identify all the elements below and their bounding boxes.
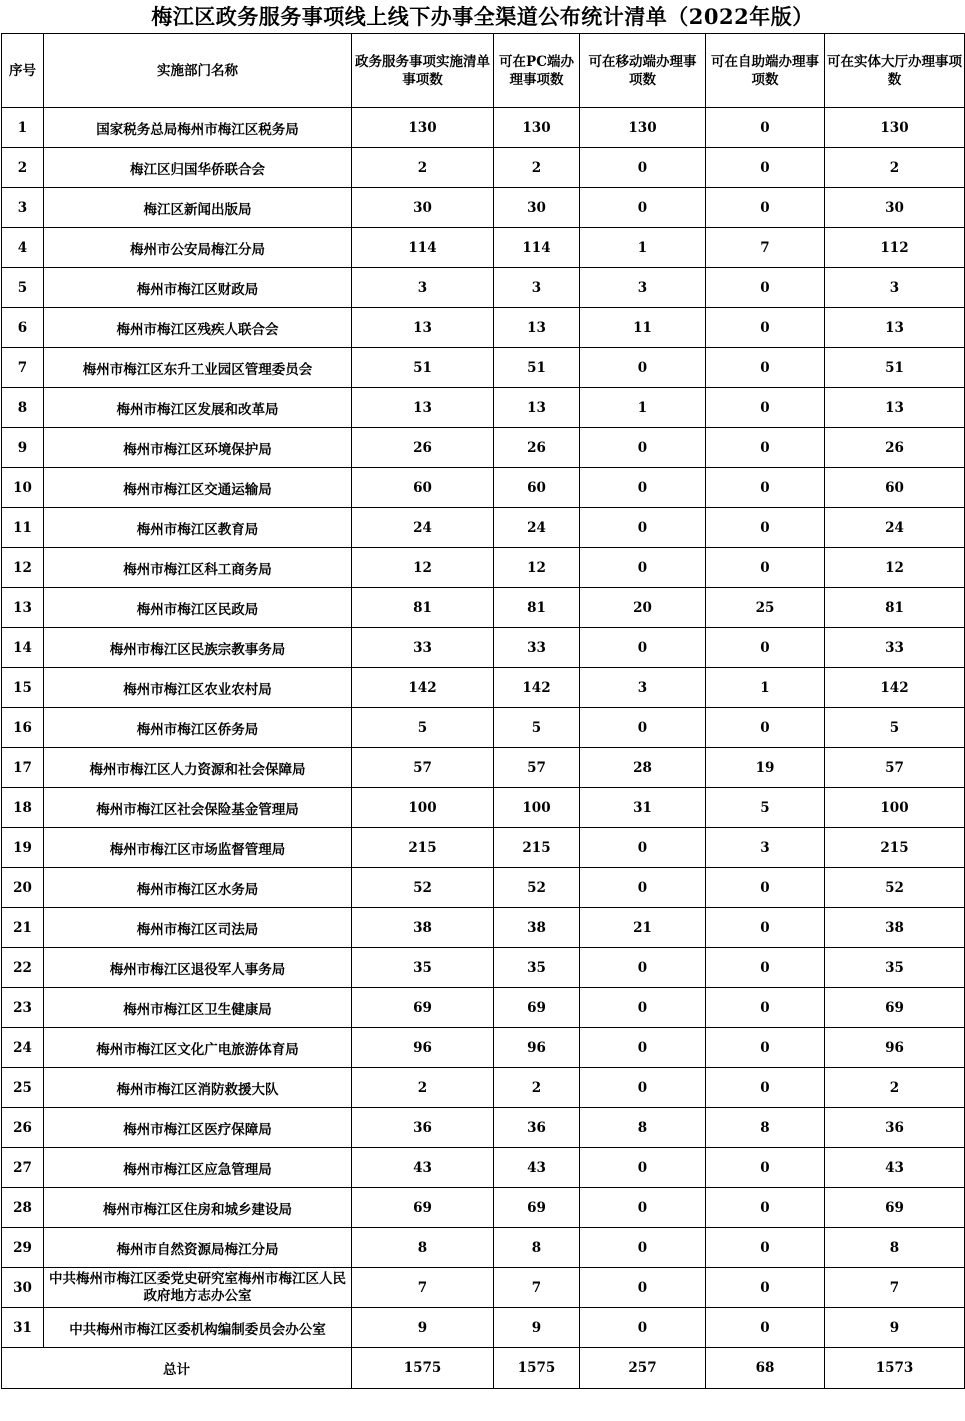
row-no: 3 [2,188,44,228]
row-mobile: 1 [580,388,706,428]
row-hall: 9 [825,1308,965,1348]
total-label: 总计 [2,1348,352,1389]
row-dept: 梅州市梅江区残疾人联合会 [44,308,352,348]
row-mobile: 1 [580,228,706,268]
row-total: 30 [352,188,494,228]
row-mobile: 0 [580,868,706,908]
row-hall: 7 [825,1268,965,1308]
row-pc: 24 [494,508,580,548]
row-mobile: 0 [580,1028,706,1068]
row-dept: 梅州市梅江区财政局 [44,268,352,308]
row-self: 0 [706,388,825,428]
row-pc: 69 [494,1188,580,1228]
row-hall: 81 [825,588,965,628]
table-row [2,1108,965,1148]
row-total: 12 [352,548,494,588]
row-hall: 33 [825,628,965,668]
row-self: 0 [706,148,825,188]
table-row [2,428,965,468]
row-pc: 13 [494,308,580,348]
row-mobile: 28 [580,748,706,788]
table-header [2,34,965,108]
row-self: 0 [706,1028,825,1068]
row-dept: 梅州市自然资源局梅江分局 [44,1228,352,1268]
row-dept: 梅州市梅江区退役军人事务局 [44,948,352,988]
row-hall: 51 [825,348,965,388]
row-pc: 60 [494,468,580,508]
table-row [2,1028,965,1068]
row-total: 114 [352,228,494,268]
table-row [2,308,965,348]
table-body [2,108,965,1348]
row-dept: 梅江区归国华侨联合会 [44,148,352,188]
row-pc: 13 [494,388,580,428]
row-hall: 35 [825,948,965,988]
row-no: 7 [2,348,44,388]
row-pc: 5 [494,708,580,748]
row-no: 8 [2,388,44,428]
row-mobile: 0 [580,1188,706,1228]
table-row [2,348,965,388]
row-dept: 中共梅州市梅江区委机构编制委员会办公室 [44,1308,352,1348]
row-mobile: 31 [580,788,706,828]
row-no: 23 [2,988,44,1028]
row-dept: 梅州市梅江区消防救援大队 [44,1068,352,1108]
row-dept: 梅州市梅江区科工商务局 [44,548,352,588]
row-pc: 81 [494,588,580,628]
row-self: 0 [706,108,825,148]
row-pc: 38 [494,908,580,948]
row-dept: 梅州市梅江区市场监督管理局 [44,828,352,868]
header-mobile: 可在移动端办理事项数 [580,34,706,108]
row-hall: 24 [825,508,965,548]
row-self: 0 [706,508,825,548]
row-pc: 36 [494,1108,580,1148]
row-pc: 114 [494,228,580,268]
row-pc: 69 [494,988,580,1028]
row-dept: 梅州市梅江区民政局 [44,588,352,628]
row-mobile: 3 [580,268,706,308]
row-total: 130 [352,108,494,148]
row-total: 8 [352,1228,494,1268]
row-self: 0 [706,948,825,988]
row-mobile: 0 [580,948,706,988]
row-no: 24 [2,1028,44,1068]
row-no: 31 [2,1308,44,1348]
row-mobile: 0 [580,708,706,748]
row-hall: 5 [825,708,965,748]
row-total: 13 [352,308,494,348]
total-cell-total: 1575 [352,1348,494,1389]
table-row [2,468,965,508]
row-dept: 梅州市梅江区教育局 [44,508,352,548]
row-no: 22 [2,948,44,988]
row-no: 21 [2,908,44,948]
row-dept: 梅州市公安局梅江分局 [44,228,352,268]
row-mobile: 20 [580,588,706,628]
row-no: 29 [2,1228,44,1268]
row-pc: 142 [494,668,580,708]
row-total: 13 [352,388,494,428]
row-pc: 2 [494,1068,580,1108]
row-mobile: 0 [580,548,706,588]
row-no: 6 [2,308,44,348]
total-cell-hall: 1573 [825,1348,965,1389]
table-row [2,708,965,748]
row-self: 0 [706,468,825,508]
row-self: 0 [706,1188,825,1228]
row-dept: 梅州市梅江区医疗保障局 [44,1108,352,1148]
row-total: 100 [352,788,494,828]
row-self: 0 [706,628,825,668]
row-mobile: 8 [580,1108,706,1148]
row-no: 12 [2,548,44,588]
row-hall: 60 [825,468,965,508]
table-row [2,228,965,268]
row-total: 5 [352,708,494,748]
row-mobile: 0 [580,1268,706,1308]
row-total: 142 [352,668,494,708]
row-self: 0 [706,988,825,1028]
row-mobile: 0 [580,628,706,668]
header-pc: 可在PC端办理事项数 [494,34,580,108]
row-mobile: 3 [580,668,706,708]
table-row [2,1068,965,1108]
row-pc: 33 [494,628,580,668]
row-no: 10 [2,468,44,508]
table-row [2,148,965,188]
row-mobile: 0 [580,468,706,508]
row-no: 20 [2,868,44,908]
row-dept: 梅州市梅江区交通运输局 [44,468,352,508]
row-mobile: 0 [580,188,706,228]
row-self: 0 [706,268,825,308]
row-self: 7 [706,228,825,268]
table-row [2,988,965,1028]
row-total: 38 [352,908,494,948]
row-self: 1 [706,668,825,708]
row-hall: 142 [825,668,965,708]
row-pc: 130 [494,108,580,148]
table-row [2,268,965,308]
row-mobile: 0 [580,1308,706,1348]
table-row [2,828,965,868]
row-hall: 69 [825,988,965,1028]
row-dept: 梅州市梅江区农业农村局 [44,668,352,708]
row-total: 52 [352,868,494,908]
row-self: 19 [706,748,825,788]
row-dept: 梅州市梅江区住房和城乡建设局 [44,1188,352,1228]
table-row [2,628,965,668]
row-no: 11 [2,508,44,548]
header-hall: 可在实体大厅办理事项数 [825,34,965,108]
row-self: 8 [706,1108,825,1148]
row-dept: 梅州市梅江区卫生健康局 [44,988,352,1028]
row-total: 43 [352,1148,494,1188]
row-pc: 9 [494,1308,580,1348]
row-total: 57 [352,748,494,788]
table-row [2,1308,965,1348]
row-pc: 215 [494,828,580,868]
row-hall: 130 [825,108,965,148]
row-self: 0 [706,1308,825,1348]
table-row [2,948,965,988]
row-pc: 51 [494,348,580,388]
row-pc: 7 [494,1268,580,1308]
row-pc: 100 [494,788,580,828]
statistics-table [1,33,965,1389]
row-hall: 52 [825,868,965,908]
row-total: 33 [352,628,494,668]
row-pc: 57 [494,748,580,788]
row-dept: 梅州市梅江区司法局 [44,908,352,948]
row-self: 0 [706,188,825,228]
header-dept: 实施部门名称 [44,34,352,108]
row-no: 17 [2,748,44,788]
header-self: 可在自助端办理事项数 [706,34,825,108]
row-pc: 30 [494,188,580,228]
table-row [2,788,965,828]
row-hall: 36 [825,1108,965,1148]
row-no: 28 [2,1188,44,1228]
row-mobile: 11 [580,308,706,348]
row-total: 2 [352,1068,494,1108]
row-self: 0 [706,548,825,588]
row-self: 0 [706,1148,825,1188]
row-mobile: 21 [580,908,706,948]
row-total: 26 [352,428,494,468]
table-row [2,1268,965,1308]
row-mobile: 130 [580,108,706,148]
row-hall: 2 [825,1068,965,1108]
row-mobile: 0 [580,428,706,468]
row-self: 0 [706,428,825,468]
table-row [2,1188,965,1228]
row-self: 25 [706,588,825,628]
table-row [2,108,965,148]
header-row [2,34,965,108]
row-pc: 43 [494,1148,580,1188]
row-hall: 112 [825,228,965,268]
table-row [2,388,965,428]
row-pc: 2 [494,148,580,188]
row-pc: 3 [494,268,580,308]
row-hall: 8 [825,1228,965,1268]
row-no: 2 [2,148,44,188]
table-row [2,1228,965,1268]
table-row [2,748,965,788]
row-pc: 12 [494,548,580,588]
row-total: 69 [352,988,494,1028]
row-hall: 38 [825,908,965,948]
row-no: 16 [2,708,44,748]
row-mobile: 0 [580,508,706,548]
row-dept: 梅州市梅江区社会保险基金管理局 [44,788,352,828]
row-pc: 35 [494,948,580,988]
row-mobile: 0 [580,1068,706,1108]
row-total: 36 [352,1108,494,1148]
row-total: 2 [352,148,494,188]
table-row [2,908,965,948]
row-dept: 梅州市梅江区应急管理局 [44,1148,352,1188]
row-hall: 26 [825,428,965,468]
row-mobile: 0 [580,148,706,188]
row-no: 27 [2,1148,44,1188]
row-pc: 26 [494,428,580,468]
row-no: 14 [2,628,44,668]
total-cell-self: 68 [706,1348,825,1389]
row-total: 96 [352,1028,494,1068]
row-dept: 中共梅州市梅江区委党史研究室梅州市梅江区人民政府地方志办公室 [44,1268,352,1308]
row-total: 9 [352,1308,494,1348]
row-self: 0 [706,1268,825,1308]
row-mobile: 0 [580,828,706,868]
row-total: 51 [352,348,494,388]
row-total: 3 [352,268,494,308]
row-dept: 梅州市梅江区人力资源和社会保障局 [44,748,352,788]
header-no: 序号 [2,34,44,108]
row-pc: 52 [494,868,580,908]
row-total: 69 [352,1188,494,1228]
table-row [2,668,965,708]
row-dept: 梅州市梅江区水务局 [44,868,352,908]
row-no: 30 [2,1268,44,1308]
row-self: 0 [706,868,825,908]
row-hall: 30 [825,188,965,228]
row-mobile: 0 [580,1148,706,1188]
row-hall: 57 [825,748,965,788]
row-no: 25 [2,1068,44,1108]
row-mobile: 0 [580,988,706,1028]
row-hall: 13 [825,308,965,348]
row-self: 0 [706,1228,825,1268]
row-total: 215 [352,828,494,868]
row-no: 26 [2,1108,44,1148]
row-total: 60 [352,468,494,508]
row-pc: 96 [494,1028,580,1068]
row-dept: 梅州市梅江区文化广电旅游体育局 [44,1028,352,1068]
row-dept: 梅州市梅江区民族宗教事务局 [44,628,352,668]
row-self: 3 [706,828,825,868]
row-pc: 8 [494,1228,580,1268]
row-no: 5 [2,268,44,308]
row-total: 35 [352,948,494,988]
total-cell-mobile: 257 [580,1348,706,1389]
row-no: 15 [2,668,44,708]
row-dept: 国家税务总局梅州市梅江区税务局 [44,108,352,148]
row-hall: 215 [825,828,965,868]
row-self: 0 [706,708,825,748]
total-cell-pc: 1575 [494,1348,580,1389]
row-self: 0 [706,908,825,948]
row-mobile: 0 [580,1228,706,1268]
table-row [2,588,965,628]
row-hall: 12 [825,548,965,588]
row-total: 7 [352,1268,494,1308]
row-no: 4 [2,228,44,268]
table-footer [2,1348,965,1389]
row-hall: 13 [825,388,965,428]
row-no: 13 [2,588,44,628]
row-total: 81 [352,588,494,628]
table-row [2,1148,965,1188]
row-no: 9 [2,428,44,468]
row-hall: 43 [825,1148,965,1188]
table-row [2,868,965,908]
page-title: 梅江区政务服务事项线上线下办事全渠道公布统计清单（2022年版） [151,4,814,29]
row-no: 18 [2,788,44,828]
row-self: 0 [706,308,825,348]
row-dept: 梅江区新闻出版局 [44,188,352,228]
header-total: 政务服务事项实施清单事项数 [352,34,494,108]
table-row [2,188,965,228]
table-row [2,548,965,588]
row-hall: 3 [825,268,965,308]
total-row [2,1348,965,1389]
row-self: 0 [706,1068,825,1108]
row-mobile: 0 [580,348,706,388]
row-dept: 梅州市梅江区侨务局 [44,708,352,748]
row-hall: 69 [825,1188,965,1228]
row-self: 0 [706,348,825,388]
row-self: 5 [706,788,825,828]
row-hall: 96 [825,1028,965,1068]
row-hall: 100 [825,788,965,828]
row-dept: 梅州市梅江区环境保护局 [44,428,352,468]
row-dept: 梅州市梅江区东升工业园区管理委员会 [44,348,352,388]
row-dept: 梅州市梅江区发展和改革局 [44,388,352,428]
row-total: 24 [352,508,494,548]
row-hall: 2 [825,148,965,188]
table-row [2,508,965,548]
row-no: 1 [2,108,44,148]
row-no: 19 [2,828,44,868]
